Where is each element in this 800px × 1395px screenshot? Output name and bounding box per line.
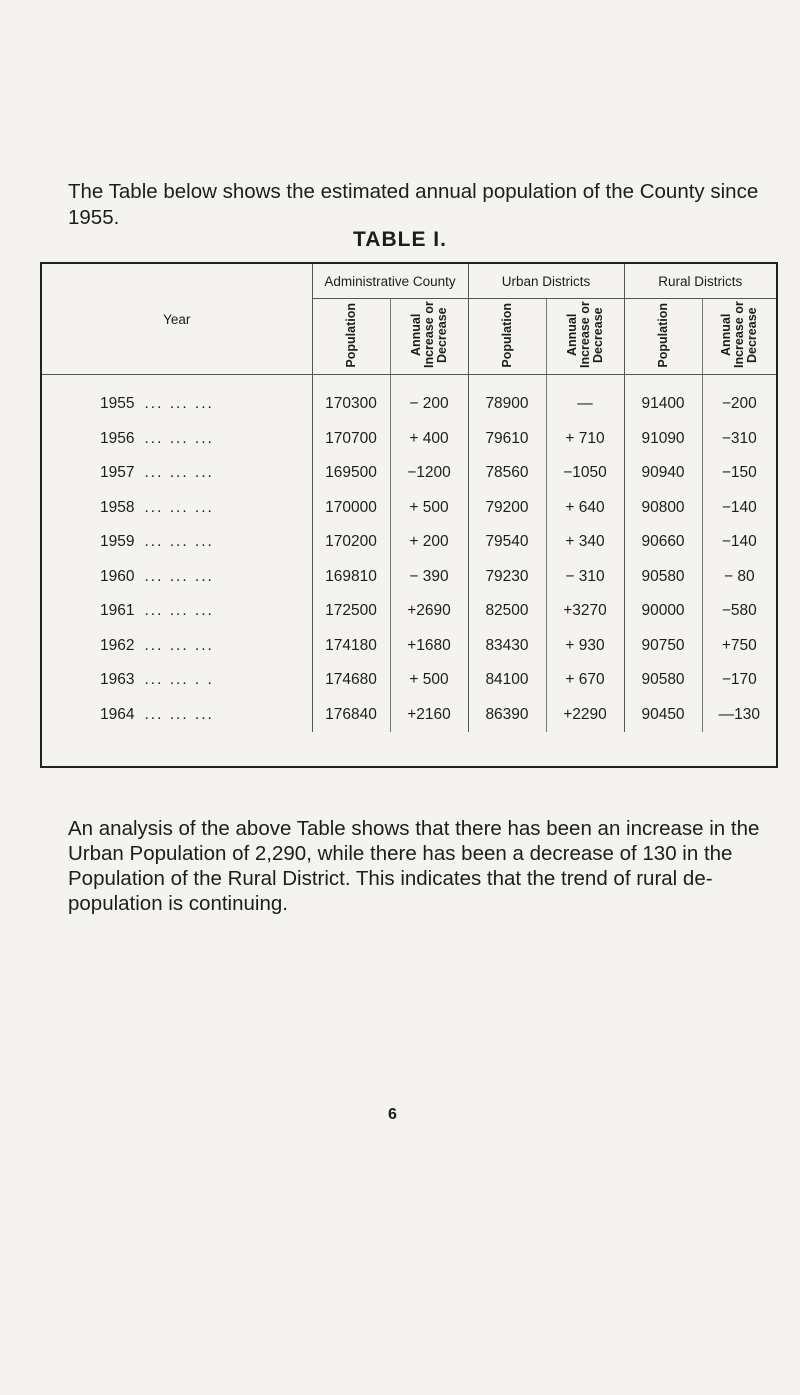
year-cell [42, 698, 312, 733]
sub-header-annual-change [702, 299, 776, 375]
urban-population-cell: 84100 [468, 663, 546, 698]
year-value: 1957 [100, 464, 135, 482]
sub-header-annual-change [546, 299, 624, 375]
leader-dots: ... ... ... [144, 395, 214, 413]
rural-annual-change-cell: −170 [702, 663, 776, 698]
admin-annual-change-cell: − 200 [390, 375, 468, 422]
page-number: 6 [388, 1106, 397, 1123]
urban-population-cell: 82500 [468, 594, 546, 629]
urban-annual-change-cell: + 930 [546, 629, 624, 664]
group-header-administrative-county: Administrative County [312, 264, 468, 299]
admin-annual-change-cell: + 200 [390, 525, 468, 560]
urban-population-cell: 79610 [468, 422, 546, 457]
leader-dots: ... ... ... [144, 567, 214, 585]
year-value: 1955 [100, 395, 135, 413]
urban-annual-change-cell: + 340 [546, 525, 624, 560]
rural-population-cell: 90750 [624, 629, 702, 664]
sub-header-population [312, 299, 390, 375]
rural-annual-change-cell: +750 [702, 629, 776, 664]
admin-population-cell: 169810 [325, 567, 377, 585]
urban-annual-change-cell: + 710 [546, 422, 624, 457]
urban-annual-change-cell: + 640 [546, 491, 624, 526]
admin-population-cell: 172500 [325, 602, 377, 620]
year-cell [42, 491, 312, 526]
rural-population-cell: 90660 [624, 525, 702, 560]
sub-header-label: Population [343, 302, 358, 368]
rural-annual-change-cell: −310 [702, 422, 776, 457]
group-header-rural-districts: Rural Districts [624, 264, 776, 299]
admin-population-cell: 174680 [325, 671, 377, 689]
admin-annual-change-cell: + 500 [390, 491, 468, 526]
urban-annual-change-cell: — [546, 375, 624, 422]
year-cell [42, 525, 312, 560]
admin-population-cell: 169500 [325, 464, 377, 482]
rural-annual-change-cell: −140 [702, 525, 776, 560]
rural-population-cell: 90000 [624, 594, 702, 629]
sub-header-population [624, 299, 702, 375]
leader-dots: ... ... ... [144, 498, 214, 516]
year-value: 1961 [100, 602, 135, 620]
table-row [42, 698, 776, 733]
sub-header-label: Population [655, 302, 670, 368]
admin-annual-change-cell: −1200 [390, 456, 468, 491]
intro-paragraph: The Table below shows the estimated annual population of the County since 1955. [68, 179, 759, 229]
rural-population-cell: 90800 [624, 491, 702, 526]
admin-population-cell: 170200 [325, 533, 377, 551]
urban-annual-change-cell: +3270 [546, 594, 624, 629]
year-cell [42, 422, 312, 457]
urban-annual-change-cell: −1050 [546, 456, 624, 491]
rural-annual-change-cell: −580 [702, 594, 776, 629]
leader-dots: ... ... ... [144, 705, 214, 723]
sub-header-label: Annual Increase or Decrease [718, 301, 759, 369]
table-title: TABLE I. [353, 228, 447, 251]
admin-annual-change-cell: +2690 [390, 594, 468, 629]
leader-dots: ... ... ... [144, 533, 214, 551]
leader-dots: ... ... ... [144, 464, 214, 482]
table-row [42, 629, 776, 664]
rural-population-cell: 90580 [624, 663, 702, 698]
urban-population-cell: 79540 [468, 525, 546, 560]
table-row [42, 456, 776, 491]
rural-population-cell: 91090 [624, 422, 702, 457]
rural-population-cell: 90940 [624, 456, 702, 491]
year-cell [42, 629, 312, 664]
sub-header-label: Annual Increase or Decrease [408, 301, 449, 369]
sub-header-label: Annual Increase or Decrease [564, 301, 605, 369]
admin-annual-change-cell: + 500 [390, 663, 468, 698]
year-cell [42, 594, 312, 629]
year-value: 1960 [100, 567, 135, 585]
year-header: Year [42, 264, 312, 375]
table-row [42, 663, 776, 698]
sub-header-annual-change [390, 299, 468, 375]
leader-dots: ... ... . . [144, 671, 214, 689]
population-table [42, 264, 776, 732]
urban-annual-change-cell: − 310 [546, 560, 624, 595]
leader-dots: ... ... ... [144, 602, 214, 620]
rural-annual-change-cell: −140 [702, 491, 776, 526]
year-value: 1962 [100, 636, 135, 654]
year-value: 1956 [100, 429, 135, 447]
table-row [42, 491, 776, 526]
group-header-urban-districts: Urban Districts [468, 264, 624, 299]
table-body [42, 375, 776, 733]
table-row [42, 525, 776, 560]
urban-population-cell: 83430 [468, 629, 546, 664]
rural-annual-change-cell: −150 [702, 456, 776, 491]
admin-annual-change-cell: + 400 [390, 422, 468, 457]
urban-population-cell: 79230 [468, 560, 546, 595]
year-cell [42, 375, 312, 422]
urban-annual-change-cell: + 670 [546, 663, 624, 698]
year-value: 1963 [100, 671, 135, 689]
rural-population-cell: 91400 [624, 375, 702, 422]
rural-population-cell: 90450 [624, 698, 702, 733]
group-header-row [42, 264, 776, 299]
table-row [42, 594, 776, 629]
table-row [42, 375, 776, 422]
table-row [42, 560, 776, 595]
urban-population-cell: 78900 [468, 375, 546, 422]
admin-population-cell: 170700 [325, 429, 377, 447]
admin-annual-change-cell: − 390 [390, 560, 468, 595]
year-cell [42, 560, 312, 595]
urban-population-cell: 86390 [468, 698, 546, 733]
year-value: 1958 [100, 498, 135, 516]
year-value: 1959 [100, 533, 135, 551]
leader-dots: ... ... ... [144, 636, 214, 654]
admin-population-cell: 170000 [325, 498, 377, 516]
urban-annual-change-cell: +2290 [546, 698, 624, 733]
admin-population-cell: 170300 [325, 395, 377, 413]
leader-dots: ... ... ... [144, 429, 214, 447]
admin-annual-change-cell: +2160 [390, 698, 468, 733]
sub-header-population [468, 299, 546, 375]
rural-annual-change-cell: − 80 [702, 560, 776, 595]
admin-population-cell: 176840 [325, 705, 377, 723]
year-value: 1964 [100, 705, 135, 723]
sub-header-label: Population [499, 302, 514, 368]
urban-population-cell: 79200 [468, 491, 546, 526]
rural-annual-change-cell: −200 [702, 375, 776, 422]
year-cell [42, 663, 312, 698]
year-cell [42, 456, 312, 491]
urban-population-cell: 78560 [468, 456, 546, 491]
admin-annual-change-cell: +1680 [390, 629, 468, 664]
analysis-paragraph: An analysis of the above Table shows that there has been an increase in the Urban Population of 2,290, while there has been a decrease of 130 in the Population of the Rural District. This indicates that the trend of rural de-population is continuing. [68, 816, 760, 915]
rural-population-cell: 90580 [624, 560, 702, 595]
population-table-frame [40, 262, 778, 768]
admin-population-cell: 174180 [325, 636, 377, 654]
rural-annual-change-cell: —130 [702, 698, 776, 733]
table-row [42, 422, 776, 457]
